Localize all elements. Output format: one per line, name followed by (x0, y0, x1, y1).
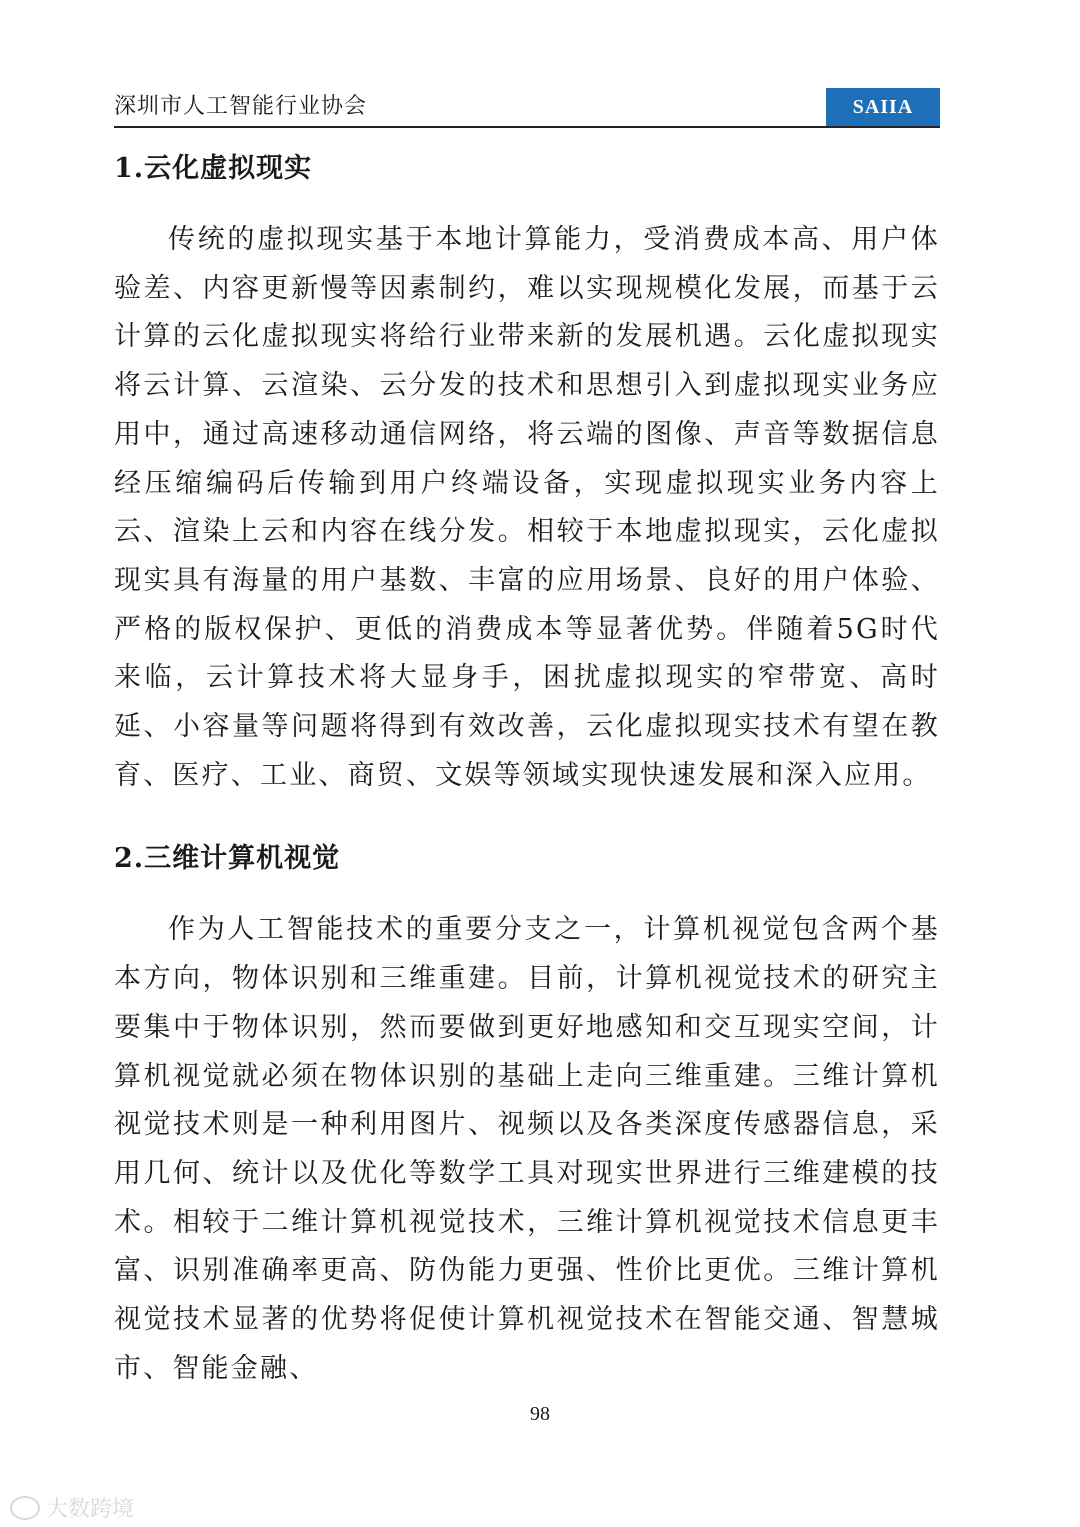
cloud-logo-icon (10, 1496, 40, 1520)
page-number: 98 (530, 1403, 550, 1425)
watermark (10, 1492, 134, 1523)
watermark-text: 大数跨境 (46, 1497, 135, 1522)
section-title-3d-vision: 2.三维计算机视觉 (114, 843, 341, 875)
page-content (114, 140, 940, 1393)
header-organization: 深圳市人工智能行业协会 (114, 94, 368, 119)
section-paragraph-cloud-vr: 传统的虚拟现实基于本地计算能力，受消费成本高、用户体验差、内容更新慢等因素制约，难以实现规模化发展，而基于云计算的云化虚拟现实将给行业带来新的发展机遇。云化虚拟现实将云计算、云渲染、云分发的技术和思想引入到虚拟现实业务应用中，通过高速移动通信网络，将云端的图像、声音等数据信息经压缩编码后传输到用户终端设备，实现虚拟现实业务内容上云、渲染上云和内容在线分发。相较于本地虚拟现实，云化虚拟现实具有海量的用户基数、丰富的应用场景、良好的用户体验、严格的版权保护、更低的消费成本等显著优势。伴随着5G时代来临，云计算技术将大显身手，困扰虚拟现实的窄带宽、高时延、小容量等问题将得到有效改善，云化虚拟现实技术有望在教育、医疗、工业、商贸、文娱等领域实现快速发展和深入应用。 (114, 224, 940, 791)
section-paragraph-3d-vision: 作为人工智能技术的重要分支之一，计算机视觉包含两个基本方向，物体识别和三维重建。目前，计算机视觉技术的研究主要集中于物体识别，然而要做到更好地感知和交互现实空间，计算机视觉就必须在物体识别的基础上走向三维重建。三维计算机视觉技术则是一种利用图片、视频以及各类深度传感器信息，采用几何、统计以及优化等数学工具对现实世界进行三维建模的技术。相较于二维计算机视觉技术，三维计算机视觉技术信息更丰富、识别准确率更高、防伪能力更强、性价比更优。三维计算机视觉技术显著的优势将促使计算机视觉技术在智能交通、智慧城市、智能金融、 (114, 914, 940, 1384)
page-header (114, 86, 940, 128)
header-badge: SAIIA (826, 88, 940, 126)
section-title-cloud-vr: 1.云化虚拟现实 (114, 153, 313, 184)
